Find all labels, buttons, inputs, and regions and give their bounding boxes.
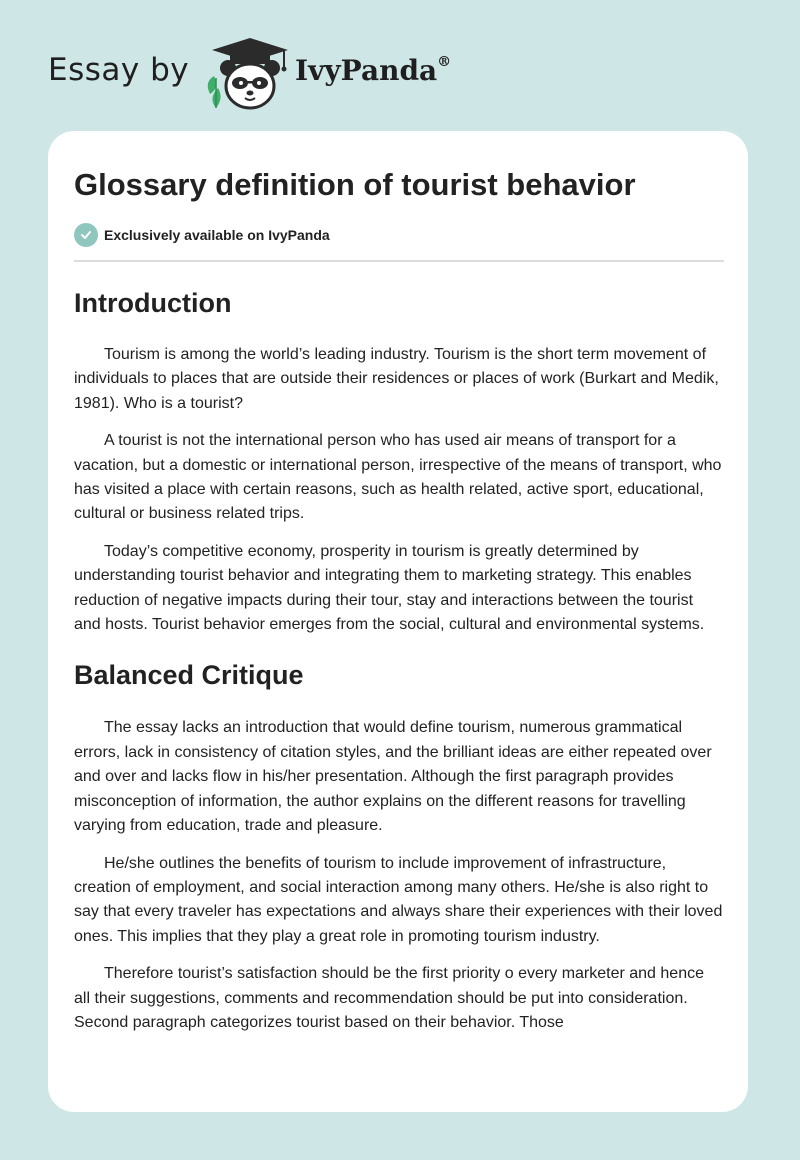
article-title: Glossary definition of tourist behavior (74, 167, 636, 202)
section-heading-introduction: Introduction (74, 288, 232, 318)
check-icon (74, 223, 98, 247)
article-card (48, 131, 748, 1112)
paragraph: The essay lacks an introduction that would define tourism, numerous grammatical errors, lack in consistency of citation styles, and the brilliant ideas are either repeated over and over and lacks flow in his/her presentation. Although the first paragraph provides misconception of information, the author explains on the different reasons for travelling varying from education, trade and pleasure. (74, 719, 712, 835)
paragraph: A tourist is not the international person who has used air means of transport for a vacation, but a domestic or international person, irrespective of the means of transport, who has visited a place with certain reasons, such as health related, active sport, educational, cultural or business related trips. (74, 432, 722, 523)
paragraph: Today’s competitive economy, prosperity in tourism is greatly determined by understanding tourist behavior and integrating them to marketing strategy. This enables reduction of negative impacts during their tour, stay and interactions between the tourist and hosts. Tourist behavior emerges from the social, cultural and environmental systems. (74, 542, 705, 634)
paragraph: Tourism is among the world’s leading industry. Tourism is the short term movement of individuals to places that are outside their residences or places of work (Burkart and Medik, 1981). Who is a tourist? (74, 346, 719, 412)
panda-logo-icon[interactable] (200, 36, 300, 112)
exclusive-badge (74, 222, 330, 248)
brand-prefix: Essay by (48, 52, 190, 88)
site-header (0, 0, 800, 130)
title-divider (74, 260, 724, 262)
paragraph: Therefore tourist’s satisfaction should be the first priority o every marketer and hence all their suggestions, comments and recommendation should be put into consideration. Second paragraph categorizes tourist based on their behavior. Those (74, 965, 704, 1031)
article-body (74, 278, 724, 1035)
section-heading-balanced-critique: Balanced Critique (74, 660, 304, 691)
brand-name[interactable]: IvyPanda® (295, 53, 452, 87)
registered-mark: ® (437, 53, 452, 70)
badge-text: Exclusively available on IvyPanda (104, 227, 330, 243)
paragraph: He/she outlines the benefits of tourism to include improvement of infrastructure, creation of employment, and social interaction among many others. He/she is also right to say that every traveler has expectations and always share their experiences with their loved ones. This implies that they play a great role in promoting tourism industry. (74, 854, 723, 945)
